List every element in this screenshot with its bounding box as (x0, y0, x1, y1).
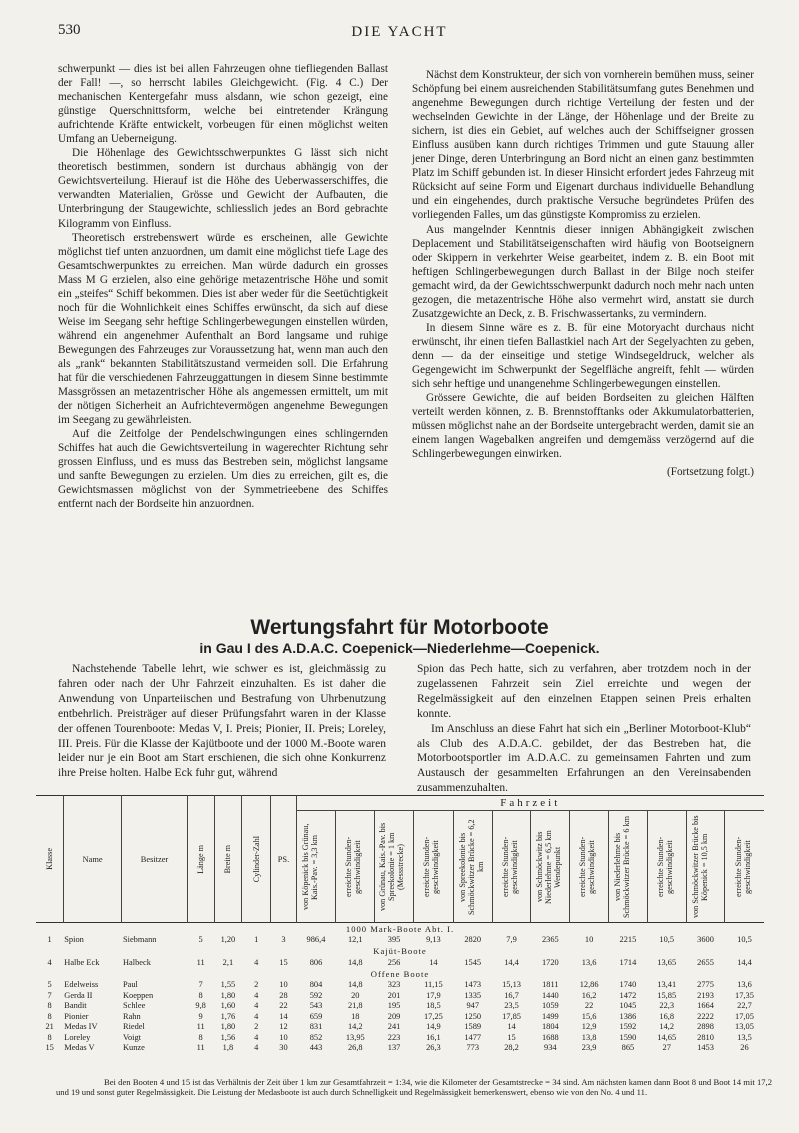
table-cell: 4 (254, 957, 259, 967)
table-cell: 395 (387, 935, 401, 944)
table-cell: 14,2 (659, 1022, 675, 1031)
table-cell: 2775 (697, 980, 714, 989)
table-cell: 11 (196, 1022, 205, 1031)
article-column-right (417, 662, 751, 796)
table-cell: 223 (387, 1032, 401, 1042)
section-label: Kajüt-Boote (373, 946, 427, 957)
table-cell: Halbeck (122, 957, 151, 967)
paragraph: In diesem Sinne wäre es z. B. für eine Motoryacht durchaus nicht erwünscht, ihr einen tiefen Ballastkiel nach Art der Segelyachten zu geben, denn — da der einseitige und stetige Windsegeldruck, welcher als Gegengewicht im Schwerpunkt der Segelfläche angreift, fehlt — würden sich sehr heftige und unangenehme Schlingerbewegungen einstellen. (412, 321, 754, 391)
table-cell: 443 (309, 1043, 323, 1052)
header-cell: erreichte Stunden-geschwindigkeit (733, 836, 752, 897)
table-cell: 14,8 (347, 980, 363, 989)
table-cell: 28 (279, 990, 288, 1000)
table-cell: 21 (45, 1022, 54, 1031)
table-cell: 22 (584, 1001, 594, 1010)
table-cell: 21,8 (347, 1001, 363, 1010)
table-cell: Kunze (122, 1043, 145, 1052)
paragraph: Spion das Pech hatte, sich zu verfahren, aber trotzdem noch in der zugelassenen Fahrzeit sein Ziel erreichte und wegen der Regelmässigkeit auf den einzelnen Etappen seinen Preis erhalten konnte. (417, 663, 751, 720)
table-cell: 11 (196, 957, 205, 967)
table-cell: 15 (507, 1032, 516, 1042)
table-cell: 16,2 (581, 990, 597, 1000)
table-cell: 4 (254, 1001, 259, 1010)
table-cell: 1335 (464, 990, 482, 1000)
table-cell: 1,80 (220, 990, 236, 1000)
table-cell: 1386 (619, 1011, 637, 1021)
table-cell: 137 (387, 1043, 401, 1052)
table-cell: 1545 (464, 957, 482, 967)
paragraph: Aus mangelnder Kenntnis dieser innigen Abhängigkeit zwischen Deplacement und Stabilitätseigenschaften wird häufig von Bootseignern oder Skippern in verkehrter Weise gearbeitet, indem z. B. ein Boot mit heftigen Schlingerbewegungen durch Ballast in der Bilge noch steifer gemacht wird, da der Gewichtsschwerpunkt dadurch noch mehr nach unten gezogen, die metazentrische Höhe also vermehrt wird, anstatt sie durch Zusatzgewichte an Deck, z. B. Frischwassertanks, zu vermindern. (412, 223, 754, 320)
table-cell: 26 (740, 1043, 749, 1052)
table-cell: 2222 (697, 1011, 714, 1021)
footnote-text: Bei den Booten 4 und 15 ist das Verhältnis der Zeit über 1 km zur Gesamtfahrzeit = 1:34, wie die Kilometer der Gesamtstrecke = 34 sind. Am nächsten kamen dann Boot 8 und Boot 14 mit 17,2 und 19 und sonst guter Regelmässigkeit. Die Leistung der Medasboote ist auch durch Schnelligkeit und Regelmässigkeit bemerkenswert, ebenso wie von den No. 4 und 11. (56, 1077, 772, 1098)
table-cell: Medas V (64, 1043, 95, 1052)
table-cell: 10 (279, 1032, 288, 1042)
table-cell: Siebmann (122, 935, 157, 944)
table-cell: 8 (47, 1011, 52, 1021)
paragraph: Grössere Gewichte, die auf beiden Bordseiten zu gleichen Hälften verteilt werden können, z. B. Brennstofftanks oder Akkumulatorbatterien, müssen möglichst nahe an der Bordseite untergebracht werden, damit sie an einem langen Wagebalken angreifen und demgemäss verzögernd auf die Schlingerbewegungen einwirken. (412, 392, 754, 461)
table-cell: 20 (351, 990, 360, 1000)
table-cell: Paul (122, 980, 138, 989)
table-cell: Koeppen (122, 990, 154, 1000)
table-row (36, 1022, 764, 1033)
table-cell: 17,05 (735, 1011, 754, 1021)
section-label-row (36, 946, 764, 958)
table-cell: 201 (387, 990, 401, 1000)
table-cell: 23,5 (504, 1001, 519, 1010)
header-cell: PS. (271, 796, 296, 923)
table-cell: 15,6 (581, 1011, 597, 1021)
table-cell: 8 (198, 990, 203, 1000)
column-right (412, 68, 754, 479)
table-cell: 14,2 (347, 1022, 363, 1031)
table-cell: 8 (47, 1001, 52, 1010)
table-cell: 1688 (541, 1032, 559, 1042)
table-cell: 13,6 (737, 980, 752, 989)
paragraph: Nachstehende Tabelle lehrt, wie schwer es ist, gleichmässig zu fahren oder nach der Uhr Fahrzeit einzuhalten. Es ist daher die Anwendung von Unparteiischen und Bestrafung von Uhrbenutzung entbehrlich. Preisträger auf dieser Prüfungsfahrt waren in der Klasse der offenen Tourenboote: Medas V, I. Preis; Pionier, II. Preis; Loreley, III. Preis. Für die Klasse der Kajütboote und der 1000 M.-Boote waren leider nur je ein Boot am Start erschienen, die sich ohne Konkurrenz ihre Preise holten. Halbe Eck fuhr gut, während (58, 663, 386, 780)
table-cell: 22,3 (659, 1001, 675, 1010)
page-number: 530 (58, 22, 81, 38)
table-cell: 9 (198, 1011, 203, 1021)
header-cell: erreichte Stunden-geschwindigkeit (492, 811, 531, 923)
table-cell: 2898 (697, 1022, 714, 1031)
table-cell: 1592 (619, 1022, 637, 1031)
table-cell: 13,5 (737, 1032, 752, 1042)
header-cell: von Spreekolonie bis Schmöckwitzer Brücke = 6,2 km (453, 811, 492, 923)
table-cell: 13,05 (735, 1022, 754, 1031)
table-cell: 14 (507, 1022, 516, 1031)
table-cell: 592 (309, 990, 323, 1000)
table-cell: 986,4 (306, 935, 326, 944)
table-cell: 30 (279, 1043, 288, 1052)
table-cell: 9,8 (195, 1001, 206, 1010)
table-cell: 15 (279, 957, 288, 967)
table-row (36, 991, 764, 1002)
table-cell: 947 (466, 1001, 479, 1010)
table-cell: Gerda II (64, 990, 93, 1000)
article-title: Wertungsfahrt für Motorboote (250, 616, 549, 639)
table-cell: 1499 (541, 1011, 559, 1021)
table-cell: Loreley (64, 1032, 91, 1042)
table-cell: 4 (254, 1043, 259, 1052)
table-cell: Spion (64, 935, 84, 944)
table-cell: 323 (387, 980, 401, 989)
table-cell: 10 (279, 980, 288, 989)
table-row (36, 958, 764, 969)
table-cell: 12,1 (347, 935, 363, 944)
table-cell: 28,2 (504, 1043, 519, 1052)
table-cell: 7 (198, 980, 203, 989)
table-cell: Voigt (122, 1032, 141, 1042)
table-cell: 10 (584, 935, 594, 944)
section-label: Offene Boote (370, 968, 430, 979)
table-cell: Edelweiss (64, 980, 99, 989)
header-cell: von Köpenick bis Grünau, Kais.-Pav. = 3,3 km (296, 811, 336, 923)
table-cell: 18 (351, 1011, 360, 1021)
table-cell: 7,9 (506, 935, 517, 944)
table-cell: 852 (309, 1032, 323, 1042)
table-cell: 15,85 (657, 990, 677, 1000)
table-row (36, 1001, 764, 1012)
table-cell: 16,7 (504, 990, 519, 1000)
table-cell: 1250 (464, 1011, 482, 1021)
table-cell: 1,76 (220, 1011, 236, 1021)
table-cell: 1059 (541, 1001, 559, 1010)
table-cell: 1472 (619, 990, 637, 1000)
table-row (36, 980, 764, 991)
table-cell: 1440 (541, 990, 559, 1000)
table-row (36, 935, 764, 946)
table-cell: 2,1 (222, 957, 234, 967)
header-cell: erreichte Stunden-geschwindigkeit (647, 811, 686, 923)
table-cell: 17,85 (502, 1011, 521, 1021)
table-cell: 2 (254, 980, 259, 989)
table-cell: 1,80 (220, 1022, 236, 1031)
table-cell: 26,8 (347, 1043, 363, 1052)
table-cell: Riedel (122, 1022, 145, 1031)
paragraph: Auf die Zeitfolge der Pendelschwingungen eines schlingernden Schiffes hat auch die Gewichtsverteilung in wagerechter Richtung sehr grossen Einfluss, und es muss das Bestreben sein, möglichst langsame und sanfte Bewegungen zu erzielen. Um dies zu erreichen, gilt es, die Gewichtsmassen möglichst von der Symmetrieebene des Schiffes entfernt nach der Bordseite hin anzuordnen. (58, 428, 388, 511)
table-cell: 543 (309, 1001, 323, 1010)
table-cell: 2655 (697, 957, 714, 967)
section-label-row (36, 923, 764, 936)
table-cell: 14,65 (657, 1032, 677, 1042)
table-cell: 1664 (697, 1001, 714, 1010)
table-cell: 4 (254, 990, 259, 1000)
table-cell: 14,8 (347, 957, 363, 967)
table-cell: 1811 (542, 980, 559, 989)
table-cell: 831 (309, 1022, 323, 1031)
header-cell: Klasse (36, 796, 63, 923)
header-cell: von Schmöckwitzer Brücke bis Köpenick = 10,5 km (686, 811, 725, 923)
table-cell: Schlee (122, 1001, 146, 1010)
table-cell: 22 (279, 1001, 288, 1010)
table-cell: 13,41 (657, 980, 677, 989)
table-cell: Pionier (64, 1011, 89, 1021)
section-label-row (36, 968, 764, 980)
table-cell: 16,8 (659, 1011, 675, 1021)
table-cell: 2365 (541, 935, 559, 944)
table-cell: 1473 (464, 980, 482, 989)
table-cell: 13,65 (657, 957, 677, 967)
table-cell: 195 (387, 1001, 401, 1010)
table-cell: 10,5 (737, 935, 752, 944)
table-cell: 12 (279, 1022, 288, 1031)
table-cell: 10,5 (659, 935, 675, 944)
table-cell: 15,13 (502, 980, 521, 989)
paragraph: Die Höhenlage des Gewichtsschwerpunktes G lässt sich nicht theoretisch bestimmen, sondern ist durchaus abhängig von der Gewichtsverteilung. Hierauf ist die Höhe des Ueberwasserschiffes, die verwandten Materialien, Grösse und Gewicht der Aufbauten, die Unterbringung der Staugewichte, schliesslich jedes an Bord gebrachte Kilogramm von Einfluss. (58, 147, 388, 230)
article-subtitle: in Gau I des A.D.A.C. Coepenick—Niederlehme—Coepenick. (199, 640, 600, 656)
table-cell: 9,13 (426, 935, 441, 944)
table-cell: 865 (621, 1043, 635, 1052)
table-cell: 1590 (619, 1032, 637, 1042)
table-cell: 14,4 (737, 957, 752, 967)
table-cell: 1804 (541, 1022, 559, 1031)
table-cell: 7 (47, 990, 52, 1000)
table-cell: 4 (254, 1011, 259, 1021)
table-cell: 14,4 (504, 957, 519, 967)
table-cell: 11,15 (424, 980, 443, 989)
table-cell: 12,86 (579, 980, 599, 989)
table-cell: 1589 (464, 1022, 482, 1031)
header-cell: Länge m (187, 796, 214, 923)
paragraph: Nächst dem Konstrukteur, der sich von vornherein bemühen muss, seiner Schöpfung bei einem ausreichenden Stabilitätsumfang gutes Benehmen und angenehme Bewegungen durch richtige Verteilung der festen und der wechselnden Gewichte in der Länge, der Höhenlage und der Breite zu sichern, ist dies ein Gebiet, auf welches auch der Schiffseigner grossen Einfluss ausüben kann durch richtiges Trimmen und gute Stauung aller jener Dinge, deren Unterbringung an Bord nicht an einen ganz bestimmten Platz im Schiff gebunden ist. In dieser Hinsicht erfordert jedes Fahrzeug mit Rücksicht auf seine Form und Eigenart durchaus individuelle Behandlung und ein eingehendes, durch praktische Versuche begründetes Prüfen des vorliegenden Falles, um das günstigste Kompromiss zu erzielen. (412, 69, 754, 222)
table-cell: 804 (309, 980, 323, 989)
table-cell: 11 (196, 1043, 205, 1052)
table-cell: 209 (387, 1011, 401, 1021)
table-cell: 13,8 (581, 1032, 597, 1042)
table-cell: 2215 (619, 935, 637, 944)
table-row (36, 1012, 764, 1023)
table-cell: 1,56 (220, 1032, 236, 1042)
table-cell: 256 (387, 957, 401, 967)
table-cell: 659 (309, 1011, 323, 1021)
header-cell: Besitzer (122, 796, 187, 923)
header-cell: erreichte Stunden-geschwindigkeit (336, 811, 375, 923)
article-column-left (58, 662, 386, 781)
table-cell: 4 (254, 1032, 259, 1042)
header-cell: erreichte Stunden-geschwindigkeit (570, 811, 609, 923)
paragraph: Im Anschluss an diese Fahrt hat sich ein „Berliner Motorboot-Klub“ als Club des A.D.A.C. gebildet, der das Bestreben hat, die Motorbootsportler im A.D.A.C. zu gemeinsamen Fahrten und zum Austausch der gesammelten Erfahrungen an den Vereinsabenden zusammenzuhalten. (417, 722, 751, 795)
column-left (58, 62, 388, 512)
table-cell: 22,7 (737, 1001, 752, 1010)
table-cell: 26,3 (426, 1043, 441, 1052)
table-cell: 2810 (697, 1032, 714, 1042)
continuation-note: (Fortsetzung folgt.) (667, 466, 754, 479)
table-row (36, 1033, 764, 1044)
table-cell: 27 (662, 1043, 671, 1052)
table-cell: 1,60 (220, 1001, 236, 1010)
table-cell: 241 (387, 1022, 401, 1031)
table-cell: 15 (45, 1043, 54, 1052)
table-cell: Medas IV (64, 1022, 98, 1031)
header-cell: Name (63, 796, 122, 923)
table-cell: 16,1 (426, 1032, 441, 1042)
table-cell: 1714 (619, 957, 637, 967)
table-cell: 1453 (697, 1043, 714, 1052)
table-cell: Rahn (122, 1011, 141, 1021)
table-cell: 1,8 (222, 1043, 234, 1052)
table-cell: 3600 (697, 935, 714, 944)
table-cell: 773 (466, 1043, 479, 1052)
header-cell: Breite m (214, 796, 241, 923)
table-cell: 4 (47, 957, 52, 967)
running-head: DIE YACHT (351, 24, 448, 40)
header-cell: von Schmöckwitz bis Niederlehme = 6,5 km Wendepunkt (531, 811, 570, 923)
header-cell: von Niederlehme bis Schmöckwitzer Brücke = 6 km (609, 811, 648, 923)
table-cell: 806 (309, 957, 323, 967)
table-cell: 1 (254, 935, 259, 944)
paragraph: Theoretisch erstrebenswert würde es erscheinen, alle Gewichte möglichst tief unten anzuordnen, um damit eine möglichst tiefe Lage des Gesamtschwerpunktes zu erreichen. Man würde dadurch ein grosses Mass M G erzielen, also eine gehörige metazentrische Höhe und somit ein „steifes“ Schiff bekommen. Dies ist aber weder für die Seetüchtigkeit noch für die Wohnlichkeit eines Schiffes erwünscht, da sich auf diese Weise im Seegang sehr heftige Schlingerbewegungen einstellen würden, während ein angenehmer Aufenthalt an Bord langsame und ruhige Bewegungen des Fahrzeuges zur Voraussetzung hat, wenn man auch den als „rank“ bekannten Stabilitätszustand vermeiden soll. Die Erfahrung hat für die verschiedenen Fahrzeuggattungen in diesem Sinne bestimmte Massgrössen an metazentrischer Höhe als angemessen ermittelt, um mit der nötigen Sicherheit an Aufrichtevermögen angenehme Bewegungen im Seegang zu gewährleisten. (58, 231, 388, 427)
table-cell: 23,9 (581, 1043, 597, 1052)
footnote (56, 1077, 772, 1098)
table-cell: Bandit (64, 1001, 87, 1010)
table-cell: 1 (47, 935, 52, 944)
table-row (36, 1043, 764, 1054)
table-cell: 13,95 (345, 1032, 365, 1042)
table-cell: 12,9 (581, 1022, 597, 1031)
table-cell: 1045 (619, 1001, 637, 1010)
table-cell: 3 (281, 935, 286, 944)
table-cell: 17,9 (426, 990, 441, 1000)
table-cell: 1477 (464, 1032, 482, 1042)
fahrzeit-header: Fahrzeit (296, 796, 764, 811)
header-cell: erreichte Stunden-geschwindigkeit (413, 811, 453, 923)
table-cell: 1,20 (220, 935, 236, 944)
table-cell: 2193 (697, 990, 714, 1000)
table-body (36, 923, 764, 1054)
table-cell: 17,25 (423, 1011, 443, 1021)
table-cell: 14 (279, 1011, 288, 1021)
table-cell: 1740 (619, 980, 637, 989)
table-cell: 2 (254, 1022, 259, 1031)
header-cell: von Grünau, Kais.-Pav. bis Spreekolonie = 1 km (Messstrecke) (375, 811, 414, 923)
table-cell: 5 (198, 935, 203, 944)
table-cell: 14,9 (426, 1022, 441, 1031)
header-cell: Cylinder-Zahl (242, 796, 271, 923)
table-cell: 8 (47, 1032, 52, 1042)
table-cell: 17,35 (735, 990, 754, 1000)
paragraph: schwerpunkt — dies ist bei allen Fahrzeugen ohne tiefliegenden Ballast der Fall! —, so herrscht labiles Gleichgewicht. (Fig. 4 C.) Der mechanischen Kentergefahr muss alsdann, wie schon gezeigt, eine günstige Querschnittsform, welche bei eintretender Krängung aufrichtende Kräfte entwickelt, vorbeugen für einen möglichst weiten Umfang an Ueberneigung. (58, 63, 388, 146)
table-cell: 934 (544, 1043, 557, 1052)
table-cell: 8 (198, 1032, 203, 1042)
table-cell: Halbe Eck (64, 957, 100, 967)
results-table (36, 795, 764, 1054)
table-cell: 14 (429, 957, 438, 967)
table-cell: 13,6 (581, 957, 597, 967)
section-label: 1000 Mark-Boote Abt. I. (345, 923, 455, 934)
table-cell: 1,55 (220, 980, 236, 989)
table-cell: 5 (47, 980, 52, 989)
table-cell: 2820 (464, 935, 482, 944)
table-cell: 1720 (541, 957, 559, 967)
table-cell: 18,5 (426, 1001, 441, 1010)
